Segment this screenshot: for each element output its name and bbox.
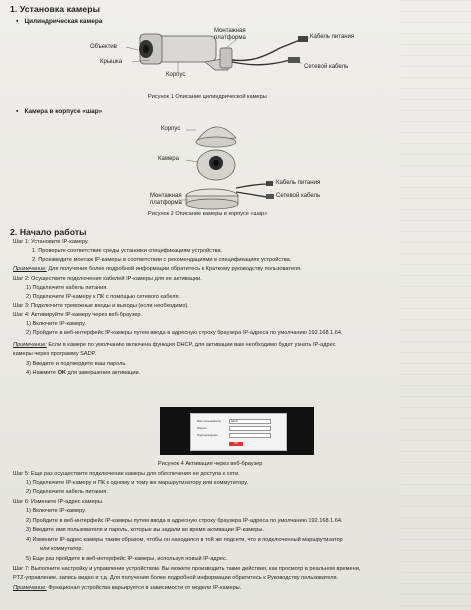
step-2-item-2: 2) Подключите IP-камеру к ПК с помощью сетевого кабеля. [26, 294, 181, 300]
step-4-item-1: 1) Включите IP-камеру. [26, 321, 86, 327]
fig2-label-mount-1: Монтажная [150, 193, 182, 199]
note-3 [13, 585, 241, 592]
activation-dialog [190, 413, 287, 451]
step-5-item-1: 1) Подключите IP-камеру и ПК к одному и тому же маршрутизатору или коммутатору. [26, 480, 249, 486]
step-1: Шаг 1: Установите IP-камеру. [13, 239, 89, 245]
fig1-label-network-cable: Сетевой кабель [304, 64, 349, 70]
note-1-label: Примечание: [13, 266, 47, 272]
fig2-label-body: Корпус [161, 126, 181, 132]
fig4-row-password: Пароль [197, 426, 207, 430]
note-3-label: Примечание: [13, 585, 47, 591]
dome-camera-drawing [0, 0, 471, 230]
figure-2-caption: Рисунок 2 Описание камеры в корпусе «шар» [148, 211, 268, 217]
figure-4-caption: Рисунок 4 Активация через веб-браузер [158, 461, 263, 467]
step-7-continued: PTZ-управление, запись видео и т.д. Для получения более подробной информации обратитесь к Руководству пользователя. [13, 575, 339, 581]
step-6-item-2: 2) Пройдите в веб-интерфейс IP-камеры путем ввода в адресную строку браузера IP-адреса по умолчанию 192.168.1.64. [26, 518, 343, 524]
note-2 [13, 342, 336, 349]
bullet-cylindrical-camera: ▪ Цилиндрическая камера [16, 18, 102, 25]
fig1-label-mount-2: платформа [214, 35, 246, 41]
fig1-label-power-cable: Кабель питания [310, 34, 355, 40]
step-2: Шаг 2: Осуществите подключение кабелей IP-камеры для ее активации. [13, 276, 202, 282]
fig4-row-confirm: Подтверждение [197, 433, 218, 437]
fig2-label-camera: Камера [158, 156, 179, 162]
bullet-dome-camera: ▪ Камера в корпусе «шар» [16, 108, 102, 115]
step-4-item-3: 3) Введите и подтвердите ваш пароль. [26, 361, 127, 367]
step-6-item-1: 1) Включите IP-камеру. [26, 508, 86, 514]
step-6-item-5: 5) Еще раз пройдите в веб-интерфейс IP-камеры, используя новый IP-адрес. [26, 556, 228, 562]
step-7: Шаг 7: Выполните настройку и управление устройством. Вы можете производить такие действия, как просмотр в реальном времени, [13, 566, 361, 572]
fig4-confirm-field [229, 433, 271, 438]
step-5: Шаг 5: Еще раз осуществите подключение камеры для обеспечения ее доступа к сети. [13, 471, 240, 477]
fig4-user-value: admin [231, 419, 239, 423]
step-4-item-4-pre: 4) Нажмите [26, 370, 58, 376]
step-1-item-1: 1. Проверьте соответствие среды установки спецификациям устройства. [32, 248, 223, 254]
note-2-label: Примечание: [13, 342, 47, 348]
fig2-label-mount-2: платформа [150, 200, 182, 206]
note-2-continued: камеры через программу SADP. [13, 351, 97, 357]
fig1-label-cover: Крышка [100, 59, 123, 65]
step-4-item-2: 2) Пройдите в веб-интерфейс IP-камеры путем ввода в адресную строку браузера IP-адреса по умолчанию 192.168.1.64. [26, 330, 343, 336]
fig4-user-field [229, 419, 271, 424]
activation-screenshot [160, 407, 314, 455]
fig1-label-body: Корпус [166, 72, 186, 78]
step-6-item-4: 4) Измените IP-адрес камеры таким образом, чтобы он находился в той же подсети, что и подключенный маршрутизатор [26, 537, 343, 543]
step-2-item-1: 1) Подключите кабель питания. [26, 285, 108, 291]
fig2-label-power-cable: Кабель питания [276, 180, 321, 186]
step-6: Шаг 6: Измените IP-адрес камеры. [13, 499, 104, 505]
section-2-title: 2. Начало работы [10, 227, 87, 237]
section-1-title: 1. Установка камеры [10, 4, 101, 14]
fig1-label-objective: Объектив [90, 44, 117, 50]
fig1-label-mount-1: Монтажная [214, 28, 246, 34]
note-2-text: Если в камере по умолчанию включена функция DHCP, для активации вам необходимо будет узнать IP-адрес [46, 342, 336, 348]
fig4-ok-button: OK [229, 442, 243, 446]
fig2-label-network-cable: Сетевой кабель [276, 193, 321, 199]
fig4-row-user: Имя пользователя [197, 419, 221, 423]
step-6-item-4-continued: или коммутатор. [40, 546, 84, 552]
fig4-password-field [229, 426, 271, 431]
step-4: Шаг 4: Активируйте IP-камеру через веб-браузер. [13, 312, 143, 318]
step-4-item-4-ok: OK [57, 370, 66, 376]
step-5-item-2: 2) Подключите кабель питания. [26, 489, 108, 495]
figure-1-caption: Рисунок 1 Описание цилиндрической камеры [148, 94, 267, 100]
step-3: Шаг 3: Подключите тревожные входы и выходы (если необходимо). [13, 303, 189, 309]
note-1-text: Для получения более подробной информации обратитесь к Краткому руководству пользователя. [46, 266, 302, 272]
step-4-item-4-post: для завершения активации. [65, 370, 141, 376]
step-1-item-2: 2. Произведите монтаж IP-камеры в соответствии с рекомендациями в спецификациях устройства. [32, 257, 292, 263]
note-3-text: Функционал устройства варьируется в зависимости от модели IP-камеры. [46, 585, 242, 591]
note-1 [13, 266, 302, 273]
step-4-item-4 [26, 370, 140, 377]
step-6-item-3: 3) Введите имя пользователя и пароль, которые вы задали во время активации IP-камеры. [26, 527, 264, 533]
